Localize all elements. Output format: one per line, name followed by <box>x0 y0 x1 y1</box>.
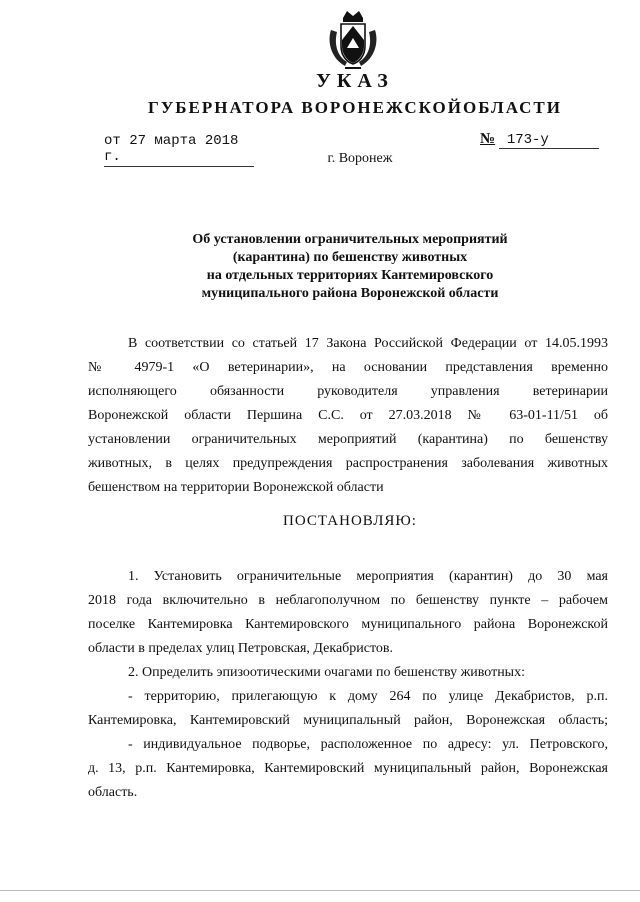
item-line: д. 13, р.п. Кантемировка, Кантемировский муниципальный район, Воронежская <box>88 761 608 776</box>
item-line: поселке Кантемировка Кантемировского муниципального района Воронежской <box>88 617 608 632</box>
coat-of-arms-icon <box>325 8 381 72</box>
decree-items <box>88 565 608 805</box>
city: г. Воронеж <box>327 151 393 166</box>
item-line: область. <box>88 785 138 800</box>
subject-line: Об установлении ограничительных мероприятий <box>192 232 508 247</box>
preamble-paragraph <box>88 332 608 500</box>
preamble-line: бешенством на территории Воронежской области <box>88 480 384 495</box>
preamble-line: В соответствии со статьей 17 Закона Российской Федерации от 14.05.1993 <box>128 336 608 351</box>
number-sign: № <box>480 131 496 147</box>
preamble-line: Воронежской области Першина С.С. от 27.03.2018 № 63-01-11/51 об <box>88 408 608 423</box>
decree-subject <box>140 231 560 303</box>
item-line: области в пределах улиц Петровская, Декабристов. <box>88 641 394 656</box>
item-line: - территорию, прилегающую к дому 264 по улице Декабристов, р.п. <box>128 689 608 704</box>
subject-line: на отдельных территориях Кантемировского <box>206 268 494 283</box>
decree-date: от 27 марта 2018 г. <box>104 133 254 167</box>
subject-line: муниципального района Воронежской области <box>201 286 499 301</box>
subject-line: (карантина) по бешенству животных <box>232 250 468 265</box>
preamble-line: № 4979-1 «О ветеринарии», на основании представления временно <box>88 360 608 375</box>
issuer-title: ГУБЕРНАТОРА ВОРОНЕЖСКОЙОБЛАСТИ <box>148 98 562 117</box>
decree-number: 173-у <box>499 132 599 149</box>
preamble-line: установлении ограничительных мероприятий (карантина) по бешенству <box>88 432 608 447</box>
preamble-line: животных, в целях предупреждения распространения заболевания животных <box>88 456 608 471</box>
decree-number-block <box>480 131 599 149</box>
page-bottom-divider <box>0 890 640 891</box>
document-type-title: УКАЗ <box>316 70 394 92</box>
item-line: Кантемировка, Кантемировский муниципальный район, Воронежская область; <box>88 713 608 728</box>
item-line: 2. Определить эпизоотическими очагами по бешенству животных: <box>128 665 525 680</box>
item-line: - индивидуальное подворье, расположенное по адресу: ул. Петровского, <box>128 737 608 752</box>
item-line: 2018 года включительно в неблагополучном по бешенству пункте – рабочем <box>88 593 608 608</box>
decree-word: ПОСТАНОВЛЯЮ: <box>283 513 417 529</box>
preamble-line: исполняющего обязанности руководителя управления ветеринарии <box>88 384 608 399</box>
item-line: 1. Установить ограничительные мероприятия (карантин) до 30 мая <box>128 569 608 584</box>
